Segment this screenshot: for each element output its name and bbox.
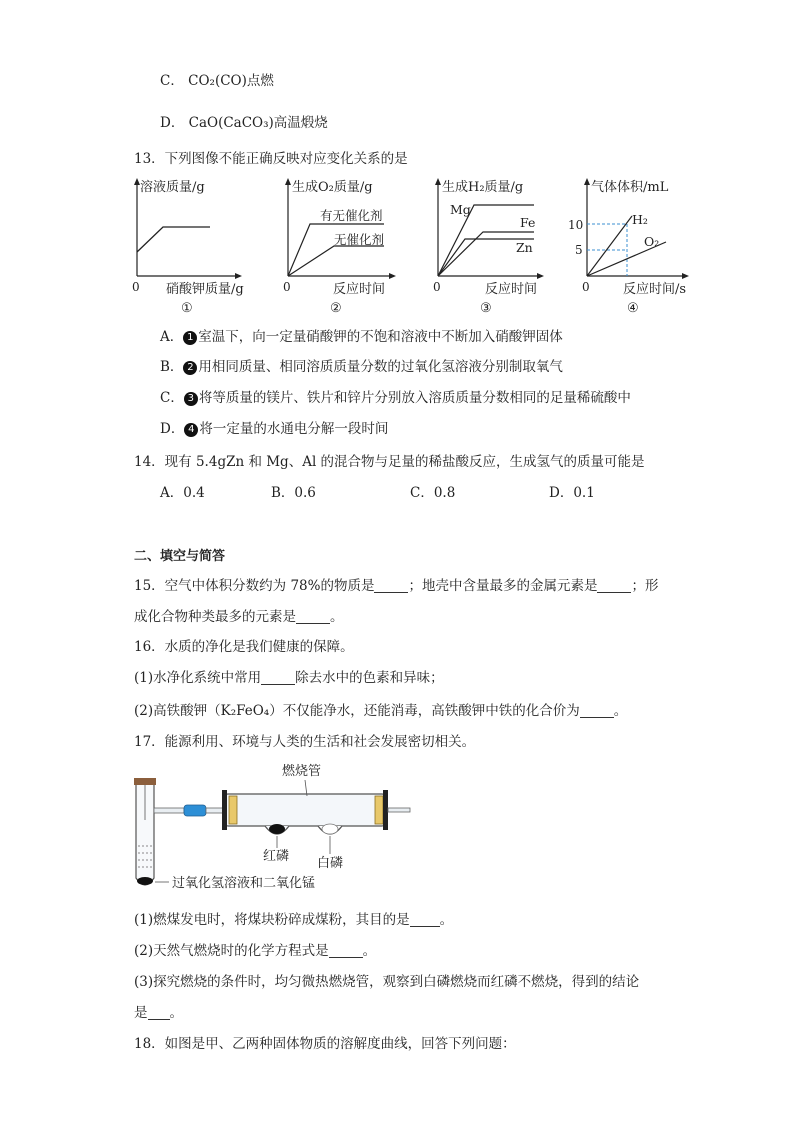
circled-number: 3 bbox=[184, 392, 198, 406]
circled-number: 4 bbox=[184, 423, 198, 437]
combustion-apparatus-figure bbox=[125, 760, 425, 896]
answer-blank[interactable] bbox=[148, 1005, 170, 1020]
q15-text: ；地壳中含量最多的金属元素是 bbox=[408, 578, 598, 594]
answer-blank[interactable] bbox=[410, 912, 440, 927]
answer-blank[interactable] bbox=[597, 578, 631, 593]
q17-part3-line1: (3)探究燃烧的条件时，均匀微热燃烧管，观察到白磷燃烧而红磷不燃烧，得到的结论 bbox=[134, 974, 640, 990]
q15-line1 bbox=[134, 577, 658, 595]
graph4-h2-label: H₂ bbox=[632, 212, 648, 227]
option-label: C． bbox=[160, 73, 184, 89]
graph3-xlabel: 反应时间 bbox=[485, 282, 538, 297]
section-title: 二、填空与简答 bbox=[134, 549, 226, 564]
graph3-mg-label: Mg bbox=[450, 202, 471, 217]
graph4-ylabel: 气体体积/mL bbox=[591, 180, 669, 195]
graph-4 bbox=[568, 178, 689, 316]
circled-number: 2 bbox=[183, 361, 197, 375]
q16-stem: 16．水质的净化是我们健康的保障。 bbox=[134, 639, 354, 655]
q16-text: (1)水净化系统中常用 bbox=[134, 670, 262, 686]
option-label: C． bbox=[160, 390, 184, 406]
q12-option-c bbox=[160, 72, 274, 90]
graph1-number: ① bbox=[181, 301, 193, 316]
red-phosphorus bbox=[269, 824, 285, 834]
graph1-origin: 0 bbox=[132, 280, 140, 294]
q16-part2 bbox=[134, 702, 627, 720]
q13-option-b bbox=[160, 358, 563, 376]
graph3-origin: 0 bbox=[433, 280, 441, 294]
q14-option-c bbox=[410, 484, 455, 502]
graph2-number: ② bbox=[330, 301, 342, 316]
q17-text: 。 bbox=[169, 1005, 183, 1021]
graph4-tick-10: 10 bbox=[568, 218, 584, 232]
graph3-number: ③ bbox=[480, 301, 492, 316]
option-text: 0.8 bbox=[433, 485, 456, 501]
q15-text: 15．空气中体积分数约为 78%的物质是 bbox=[134, 578, 375, 594]
graph4-o2-label: O₂ bbox=[644, 234, 660, 249]
option-label: A． bbox=[160, 485, 184, 501]
q15-text: 。 bbox=[330, 609, 344, 625]
graph3-zn-label: Zn bbox=[516, 240, 533, 255]
q17-text: 。 bbox=[362, 943, 377, 959]
q14-option-a bbox=[160, 484, 205, 502]
option-label: B． bbox=[271, 485, 295, 501]
option-text: 用相同质量、相同溶质质量分数的过氧化氢溶液分别制取氧气 bbox=[198, 359, 563, 375]
q16-text: 。 bbox=[613, 703, 628, 719]
q14-option-d bbox=[549, 484, 595, 502]
answer-blank[interactable] bbox=[374, 578, 408, 593]
option-text: 0.4 bbox=[183, 485, 205, 501]
q14-option-b bbox=[271, 484, 316, 502]
option-text: CO₂(CO)点燃 bbox=[188, 73, 274, 89]
stopper bbox=[134, 778, 156, 785]
option-label: C． bbox=[410, 485, 434, 501]
graph-2 bbox=[283, 178, 396, 316]
option-label: A． bbox=[160, 329, 184, 345]
q15-line2 bbox=[134, 608, 344, 626]
q17-text: (1)燃煤发电时，将煤块粉碎成煤粉，其目的是 bbox=[134, 912, 410, 928]
graph4-tick-5: 5 bbox=[575, 243, 583, 257]
option-text: 室温下，向一定量硝酸钾的不饱和溶液中不断加入硝酸钾固体 bbox=[198, 329, 563, 345]
white-phosphorus bbox=[322, 824, 338, 834]
graph2-ylabel: 生成O₂质量/g bbox=[292, 180, 373, 195]
q14-stem: 14．现有 5.4gZn 和 Mg、Al 的混合物与足量的稀盐酸反应，生成氢气的质量可能是 bbox=[134, 454, 645, 470]
option-text: 将一定量的水通电分解一段时间 bbox=[199, 421, 389, 437]
label-combustion-tube: 燃烧管 bbox=[282, 764, 322, 779]
graph2-line2-label: 无催化剂 bbox=[334, 232, 385, 247]
graph-1 bbox=[132, 178, 244, 316]
q17-part2 bbox=[134, 942, 376, 960]
graph1-xlabel: 硝酸钾质量/g bbox=[166, 282, 244, 297]
option-text: 0.6 bbox=[294, 485, 316, 501]
q15-text: ；形 bbox=[631, 578, 659, 594]
option-text: 0.1 bbox=[573, 485, 595, 501]
option-label: D． bbox=[160, 421, 185, 437]
q17-text: 。 bbox=[439, 912, 454, 928]
q12-option-d bbox=[160, 114, 328, 132]
q17-stem: 17．能源利用、环境与人类的生活和社会发展密切相关。 bbox=[134, 734, 476, 750]
graph2-origin: 0 bbox=[283, 280, 291, 294]
combustion-tube bbox=[225, 794, 385, 826]
q17-text: (2)天然气燃烧时的化学方程式是 bbox=[134, 943, 329, 959]
circled-number: 1 bbox=[183, 331, 197, 345]
q13-option-c bbox=[160, 389, 631, 407]
answer-blank[interactable] bbox=[329, 943, 363, 958]
option-label: D． bbox=[160, 115, 185, 131]
q15-text: 成化合物种类最多的元素是 bbox=[134, 609, 296, 625]
graph4-xlabel: 反应时间/s bbox=[623, 282, 687, 297]
graph2-xlabel: 反应时间 bbox=[333, 282, 386, 297]
option-label: B． bbox=[160, 359, 184, 375]
q17-part1 bbox=[134, 911, 453, 929]
option-label: D． bbox=[549, 485, 574, 501]
answer-blank[interactable] bbox=[296, 609, 330, 624]
label-solution: 过氧化氢溶液和二氧化锰 bbox=[172, 876, 316, 891]
graph2-line1-label: 有无催化剂 bbox=[320, 208, 383, 223]
q16-text: 除去水中的色素和异味； bbox=[295, 670, 444, 686]
graph-3 bbox=[433, 178, 544, 316]
q13-stem: 13．下列图像不能正确反映对应变化关系的是 bbox=[134, 151, 408, 167]
answer-blank[interactable] bbox=[261, 670, 295, 685]
q17-part3-line2 bbox=[134, 1004, 183, 1022]
answer-blank[interactable] bbox=[580, 703, 614, 718]
graph3-fe-label: Fe bbox=[520, 215, 536, 230]
q18-stem: 18．如图是甲、乙两种固体物质的溶解度曲线，回答下列问题： bbox=[134, 1036, 516, 1052]
label-red-phosphorus: 红磷 bbox=[263, 849, 290, 864]
q13-graphs bbox=[120, 172, 700, 320]
graph4-number: ④ bbox=[627, 301, 639, 316]
option-text: CaO(CaCO₃)高温煅烧 bbox=[188, 115, 328, 131]
q16-text: (2)高铁酸钾（K₂FeO₄）不仅能净水，还能消毒，高铁酸钾中铁的化合价为 bbox=[134, 703, 580, 719]
q13-option-d bbox=[160, 420, 388, 438]
graph3-ylabel: 生成H₂质量/g bbox=[442, 180, 524, 195]
q16-part1 bbox=[134, 669, 444, 687]
label-white-phosphorus: 白磷 bbox=[317, 856, 344, 871]
graph4-origin: 0 bbox=[582, 280, 590, 294]
q17-text: 是 bbox=[134, 1005, 148, 1021]
option-text: 将等质量的镁片、铁片和锌片分别放入溶质质量分数相同的足量稀硫酸中 bbox=[198, 390, 631, 406]
q13-option-a bbox=[160, 328, 563, 346]
graph1-ylabel: 溶液质量/g bbox=[140, 180, 205, 195]
